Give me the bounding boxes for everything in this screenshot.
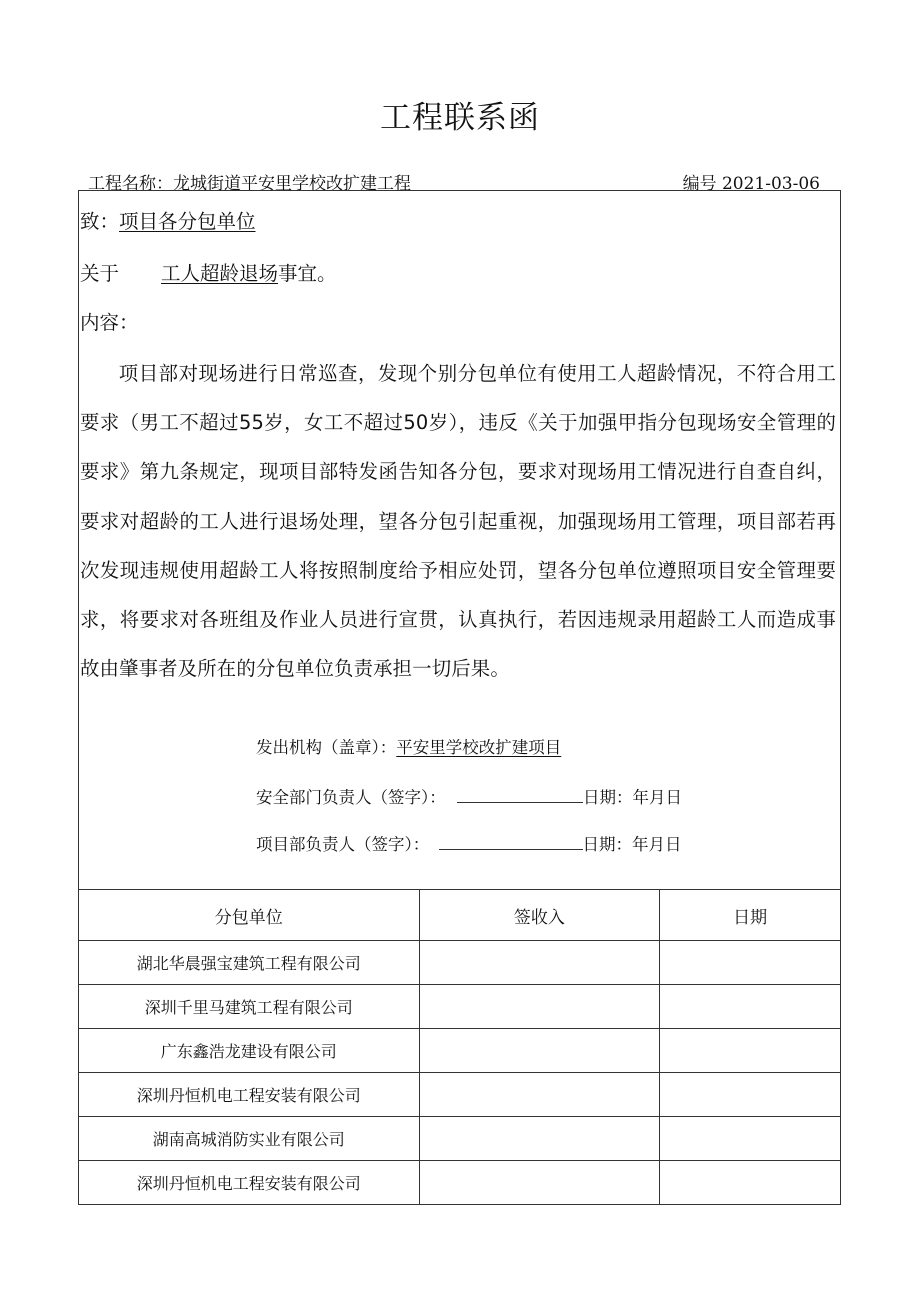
page-title: 工程联系函 <box>380 100 540 136</box>
issuer-line <box>256 734 561 758</box>
subcontractor-name: 深圳千里马建筑工程有限公司 <box>79 985 420 1029</box>
signature-cell[interactable] <box>419 1029 660 1073</box>
signature-cell[interactable] <box>419 941 660 985</box>
subcontractor-name: 广东鑫浩龙建设有限公司 <box>79 1029 420 1073</box>
pm-signature-line <box>256 831 682 855</box>
project-name: 龙城街道平安里学校改扩建工程 <box>173 174 411 194</box>
date-cell[interactable] <box>660 1073 841 1117</box>
signature-cell[interactable] <box>419 985 660 1029</box>
content-label: 内容： <box>80 311 139 334</box>
receipt-table <box>78 889 841 1205</box>
subcontractor-name: 深圳丹恒机电工程安装有限公司 <box>79 1161 420 1205</box>
subcontractor-name: 深圳丹恒机电工程安装有限公司 <box>79 1073 420 1117</box>
table-row <box>79 985 841 1029</box>
table-row <box>79 1161 841 1205</box>
project-name-label: 工程名称： <box>88 174 173 194</box>
letter-body: 项目部对现场进行日常巡查，发现个别分包单位有使用工人超龄情况，不符合用工要求（男工不超过55岁，女工不超过50岁），违反《关于加强甲指分包现场安全管理的要求》第九条规定，现项目部特发函告知各分包，要求对现场用工情况进行自查自纠，要求对超龄的工人进行退场处理，望各分包引起重视，加强现场用工管理，项目部若再次发现违规使用超龄工人将按照制度给予相应处罚，望各分包单位遵照项目安全管理要求，将要求对各班组及作业人员进行宣贯，认真执行，若因违规录用超龄工人而造成事故由肇事者及所在的分包单位负责承担一切后果。 <box>80 362 836 681</box>
subcontractor-name: 湖南高城消防实业有限公司 <box>79 1117 420 1161</box>
header-subcontractor: 分包单位 <box>79 890 420 941</box>
date-cell[interactable] <box>660 985 841 1029</box>
table-row <box>79 941 841 985</box>
safety-signature-label: 安全部门负责人（签字）： <box>256 788 446 807</box>
recipient-label: 致： <box>80 210 120 233</box>
safety-signature-line <box>256 784 682 808</box>
pm-signature-label: 项目部负责人（签字）： <box>256 835 430 854</box>
receipt-table-header <box>79 890 841 941</box>
subcontractor-name: 湖北华晨强宝建筑工程有限公司 <box>79 941 420 985</box>
signature-cell[interactable] <box>419 1073 660 1117</box>
subject: 工人超龄退场 <box>161 262 279 285</box>
subject-label: 关于 <box>80 262 120 285</box>
document-number-label: 编号 <box>682 174 717 194</box>
table-row <box>79 1029 841 1073</box>
date-cell[interactable] <box>660 1029 841 1073</box>
safety-signature-blank[interactable] <box>457 789 583 803</box>
subject-line <box>80 258 337 286</box>
pm-date: 日期：年月日 <box>582 835 682 854</box>
date-cell[interactable] <box>660 941 841 985</box>
table-row <box>79 1073 841 1117</box>
header-date: 日期 <box>660 890 841 941</box>
signature-cell[interactable] <box>419 1161 660 1205</box>
document-number: 2021-03-06 <box>721 174 820 194</box>
subject-suffix: 事宜。 <box>278 262 337 285</box>
header-signature: 签收入 <box>419 890 660 941</box>
recipient-line <box>80 206 256 234</box>
issuer: 平安里学校改扩建项目 <box>396 738 562 757</box>
recipient: 项目各分包单位 <box>119 210 256 233</box>
date-cell[interactable] <box>660 1161 841 1205</box>
table-row <box>79 1117 841 1161</box>
signature-cell[interactable] <box>419 1117 660 1161</box>
date-cell[interactable] <box>660 1117 841 1161</box>
safety-date: 日期：年月日 <box>583 788 682 807</box>
pm-signature-blank[interactable] <box>439 836 583 850</box>
issuer-label: 发出机构（盖章）： <box>256 738 397 757</box>
